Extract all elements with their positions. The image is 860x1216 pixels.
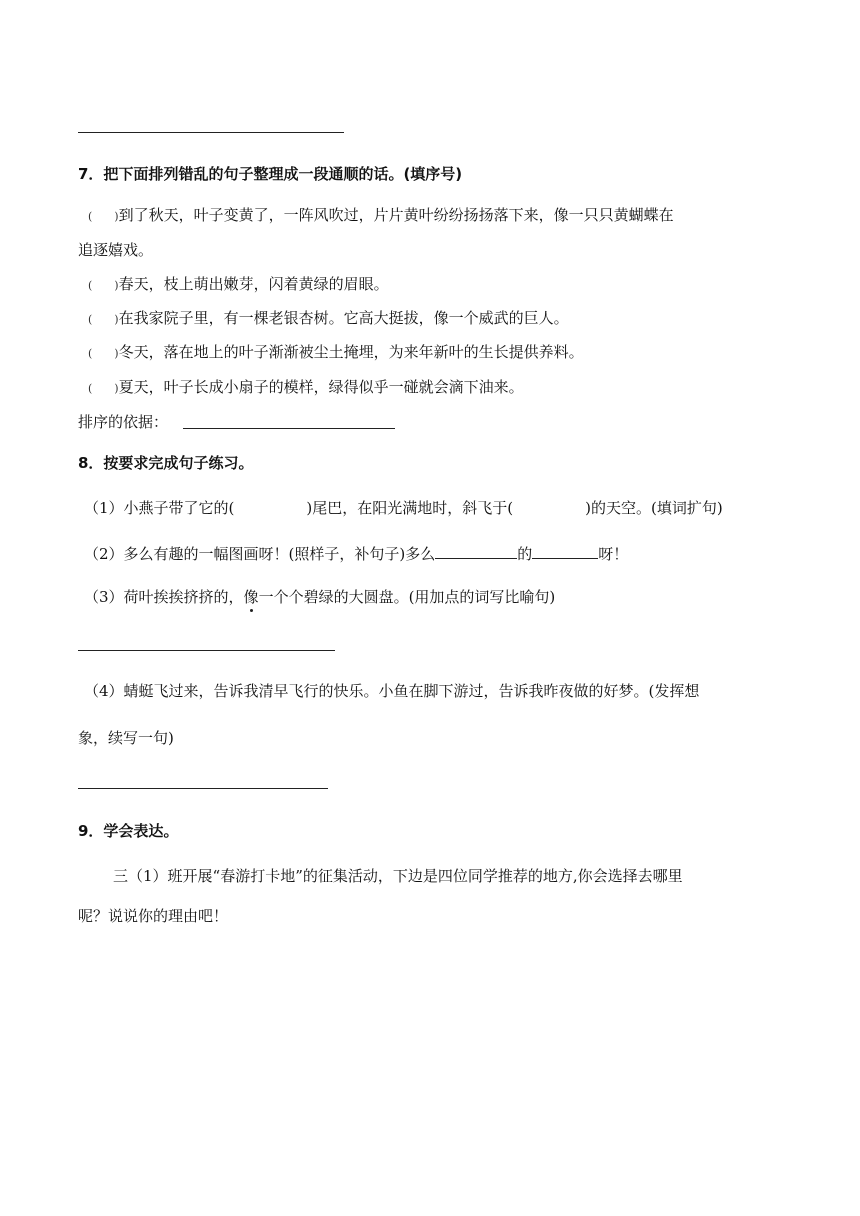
- q7-basis-label: 排序的依据：: [78, 413, 169, 431]
- q7-item-1: [88, 204, 674, 225]
- answer-paren[interactable]: ( ): [88, 313, 119, 326]
- q7-basis-answer-line[interactable]: [183, 428, 395, 429]
- q7-item-4: [88, 341, 584, 362]
- q7-item-3: [88, 307, 569, 328]
- answer-line-top[interactable]: [78, 132, 344, 133]
- q8-s4-answer-line[interactable]: [78, 788, 328, 789]
- q8-s2-part-b: 的: [517, 545, 533, 563]
- q8-sentence-4-line2: 象，续写一句): [78, 729, 174, 747]
- q8-sentence-1: [84, 497, 723, 518]
- answer-paren[interactable]: ( ): [88, 382, 119, 395]
- q7-item-text: 冬天，落在地上的叶子渐渐被尘土掩埋，为来年新叶的生长提供养料。: [118, 343, 584, 361]
- q7-item-text: 在我家院子里，有一棵老银杏树。它高大挺拔，像一个威武的巨人。: [118, 309, 569, 327]
- q8-s3-part-b: 一个个碧绿的大圆盘。(用加点的词写比喻句): [258, 588, 556, 606]
- q9-title: 9．学会表达。: [78, 822, 179, 840]
- q8-s1-part-a: （1）小燕子带了它的(: [84, 499, 235, 517]
- answer-paren[interactable]: ( ): [88, 347, 119, 360]
- q8-s2-part-a: （2）多么有趣的一幅图画呀！(照样子，补句子)多么: [84, 545, 436, 563]
- q7-item-text: 到了秋天，叶子变黄了，一阵风吹过，片片黄叶纷纷扬扬落下来，像一只只黄蝴蝶在: [118, 206, 674, 224]
- q8-s1-part-c: )的天空。(填词扩句): [585, 499, 723, 517]
- q8-s3-answer-line[interactable]: [78, 650, 335, 651]
- q7-item-2: [88, 273, 389, 294]
- dotted-word: 像: [243, 588, 259, 606]
- q8-sentence-3: [84, 586, 555, 607]
- q8-title: 8．按要求完成句子练习。: [78, 454, 254, 472]
- answer-paren[interactable]: ( ): [88, 279, 119, 292]
- q8-s2-part-c: 呀！: [598, 545, 629, 563]
- q8-sentence-4-line1: （4）蜻蜓飞过来，告诉我清早飞行的快乐。小鱼在脚下游过，告诉我昨夜做的好梦。(发挥想: [84, 682, 700, 700]
- q9-paragraph-line2: 呢？说说你的理由吧！: [78, 907, 229, 925]
- blank-4[interactable]: [532, 544, 598, 559]
- answer-paren[interactable]: ( ): [88, 210, 119, 223]
- q9-paragraph-line1: 三（1）班开展“春游打卡地”的征集活动，下边是四位同学推荐的地方,你会选择去哪里: [113, 867, 683, 885]
- q7-title: 7．把下面排列错乱的句子整理成一段通顺的话。(填序号): [78, 165, 463, 183]
- q7-item-5: [88, 376, 524, 397]
- q7-item-text: 夏天，叶子长成小扇子的模样，绿得似乎一碰就会滴下油来。: [118, 378, 524, 396]
- q8-s3-part-a: （3）荷叶挨挨挤挤的，: [84, 588, 244, 606]
- q7-item-text: 春天，枝上萌出嫩芽，闪着黄绿的眉眼。: [118, 275, 389, 293]
- q7-item-1-cont: 追逐嬉戏。: [78, 241, 154, 259]
- blank-3[interactable]: [435, 544, 517, 559]
- q8-sentence-2: [84, 543, 628, 564]
- q8-s1-part-b: )尾巴，在阳光满地时，斜飞于(: [306, 499, 514, 517]
